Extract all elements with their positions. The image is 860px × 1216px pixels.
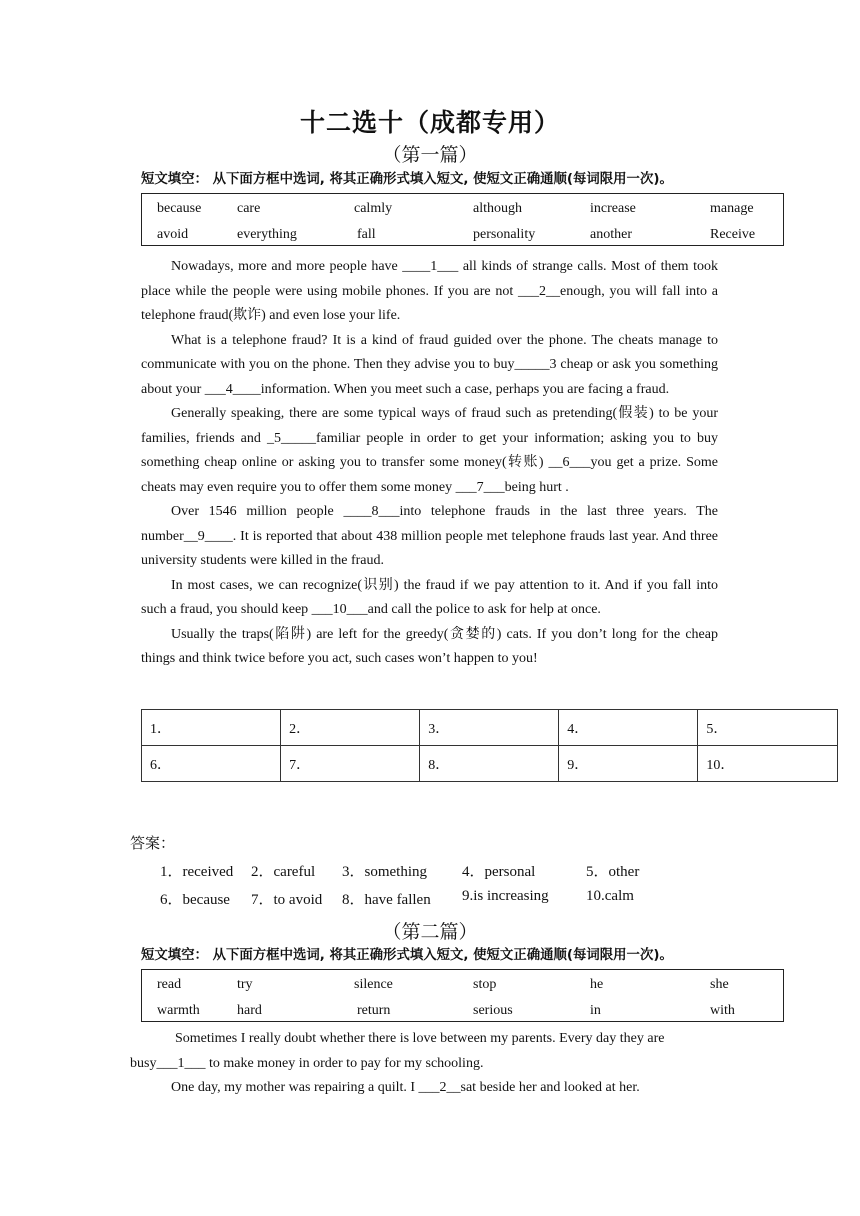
- paragraph-line: Sometimes I really doubt whether there is love between my parents. Every day they are: [175, 1031, 665, 1046]
- passage2-heading: （第二篇）: [382, 921, 478, 943]
- word-box-item: she: [710, 977, 729, 992]
- answers-row-2: [0, 888, 860, 908]
- paragraph: Generally speaking, there are some typical ways of fraud such as pretending(假装) to be your families, friends and _5_____familiar people in order to get your information; asking you to buy something cheap online or asking you to transfer some money(转账) __6___you get a prize. Some cheats may even require you to offer them some money ___7___being hurt .: [141, 406, 718, 495]
- word-box-item: although: [473, 201, 522, 216]
- word-box-item: hard: [237, 1003, 262, 1018]
- word-box-item: warmth: [157, 1003, 200, 1018]
- word-box-item: return: [357, 1003, 391, 1018]
- answer-item: 6．because: [160, 892, 230, 908]
- word-box-item: because: [157, 201, 202, 216]
- answer-item: 4．personal: [462, 864, 536, 880]
- answer-item: 3．something: [342, 864, 427, 880]
- passage1-heading: （第一篇）: [382, 144, 478, 166]
- paragraph: Over 1546 million people ____8___into telephone frauds in the last three years. The number__9____. It is reported that about 438 million people met telephone frauds last year. And three university students were killed in the fraud.: [141, 504, 718, 568]
- answer-item: 1．received: [160, 864, 234, 880]
- word-box-item: with: [710, 1003, 735, 1018]
- answer-cell[interactable]: 5．: [698, 710, 838, 746]
- answer-cell[interactable]: 8．: [420, 746, 559, 782]
- answer-cell[interactable]: 6．: [142, 746, 281, 782]
- answer-cell[interactable]: 4．: [559, 710, 698, 746]
- paragraph: Nowadays, more and more people have ____1___ all kinds of strange calls. Most of them took place while the people were using mobile phones. If you are not ___2__enough, you will fall into a telephone fraud(欺诈) and even lose your life.: [141, 259, 718, 323]
- word-box-item: another: [590, 227, 632, 242]
- paragraph: What is a telephone fraud? It is a kind of fraud guided over the phone. The cheats manage to communicate with you on the phone. Then they advise you to buy_____3 cheap or ask you something about your ___4____information. When you meet such a case, perhaps you are facing a fraud.: [141, 332, 718, 397]
- passage2-body: [130, 1027, 718, 1101]
- answer-item: 7．to avoid: [251, 892, 323, 908]
- answers-row-1: [0, 860, 860, 880]
- word-box-item: try: [237, 977, 253, 992]
- word-box-item: manage: [710, 201, 754, 216]
- passage2-word-box: [141, 969, 784, 1022]
- answer-item: 9.is increasing: [462, 888, 549, 904]
- passage1-word-box: [141, 193, 784, 246]
- paragraph-line: busy___1___ to make money in order to pay for my schooling.: [130, 1055, 484, 1071]
- answer-cell[interactable]: 2．: [281, 710, 420, 746]
- word-box-item: care: [237, 201, 261, 216]
- answer-cell[interactable]: 9．: [559, 746, 698, 782]
- word-box-item: silence: [354, 977, 393, 992]
- paragraph-line: One day, my mother was repairing a quilt. I ___2__sat beside her and looked at her.: [171, 1080, 640, 1095]
- word-box-item: everything: [237, 227, 297, 242]
- answer-cell[interactable]: 10．: [698, 746, 838, 782]
- answer-cell[interactable]: 7．: [281, 746, 420, 782]
- answer-item: 8．have fallen: [342, 892, 431, 908]
- page-title: 十二选十（成都专用）: [299, 108, 560, 137]
- paragraph: In most cases, we can recognize(识别) the fraud if we pay attention to it. And if you fall into such a fraud, you should keep ___10___and call the police to ask for help at once.: [141, 577, 718, 617]
- passage2-instruction: 短文填空： 从下面方框中选词, 将其正确形式填入短文, 使短文正确通顺(每词限用一次)。: [141, 948, 673, 963]
- word-box-item: read: [157, 977, 182, 992]
- word-box-item: calmly: [354, 201, 393, 216]
- answer-item: 5．other: [586, 864, 640, 880]
- answer-label: 答案：: [130, 834, 176, 852]
- word-box-item: fall: [357, 227, 376, 242]
- word-box-item: he: [590, 977, 604, 992]
- word-box-item: increase: [590, 201, 636, 216]
- answer-item: 10.calm: [586, 888, 634, 904]
- answer-cell[interactable]: 1．: [142, 710, 281, 746]
- word-box-item: stop: [473, 977, 497, 992]
- word-box-item: avoid: [157, 227, 189, 242]
- word-box-item: personality: [473, 227, 536, 242]
- answer-grid: [141, 709, 838, 782]
- passage1-instruction: 短文填空： 从下面方框中选词, 将其正确形式填入短文, 使短文正确通顺(每词限用一次)。: [141, 172, 673, 187]
- word-box-item: in: [590, 1003, 601, 1018]
- answer-cell[interactable]: 3．: [420, 710, 559, 746]
- word-box-item: Receive: [710, 227, 756, 242]
- answer-item: 2．careful: [251, 864, 316, 880]
- paragraph: Usually the traps(陷阱) are left for the greedy(贪婪的) cats. If you don’t long for the cheap things and think twice before you act, such cases won’t happen to you!: [141, 626, 718, 666]
- word-box-item: serious: [473, 1003, 513, 1018]
- passage1-body: [141, 255, 718, 672]
